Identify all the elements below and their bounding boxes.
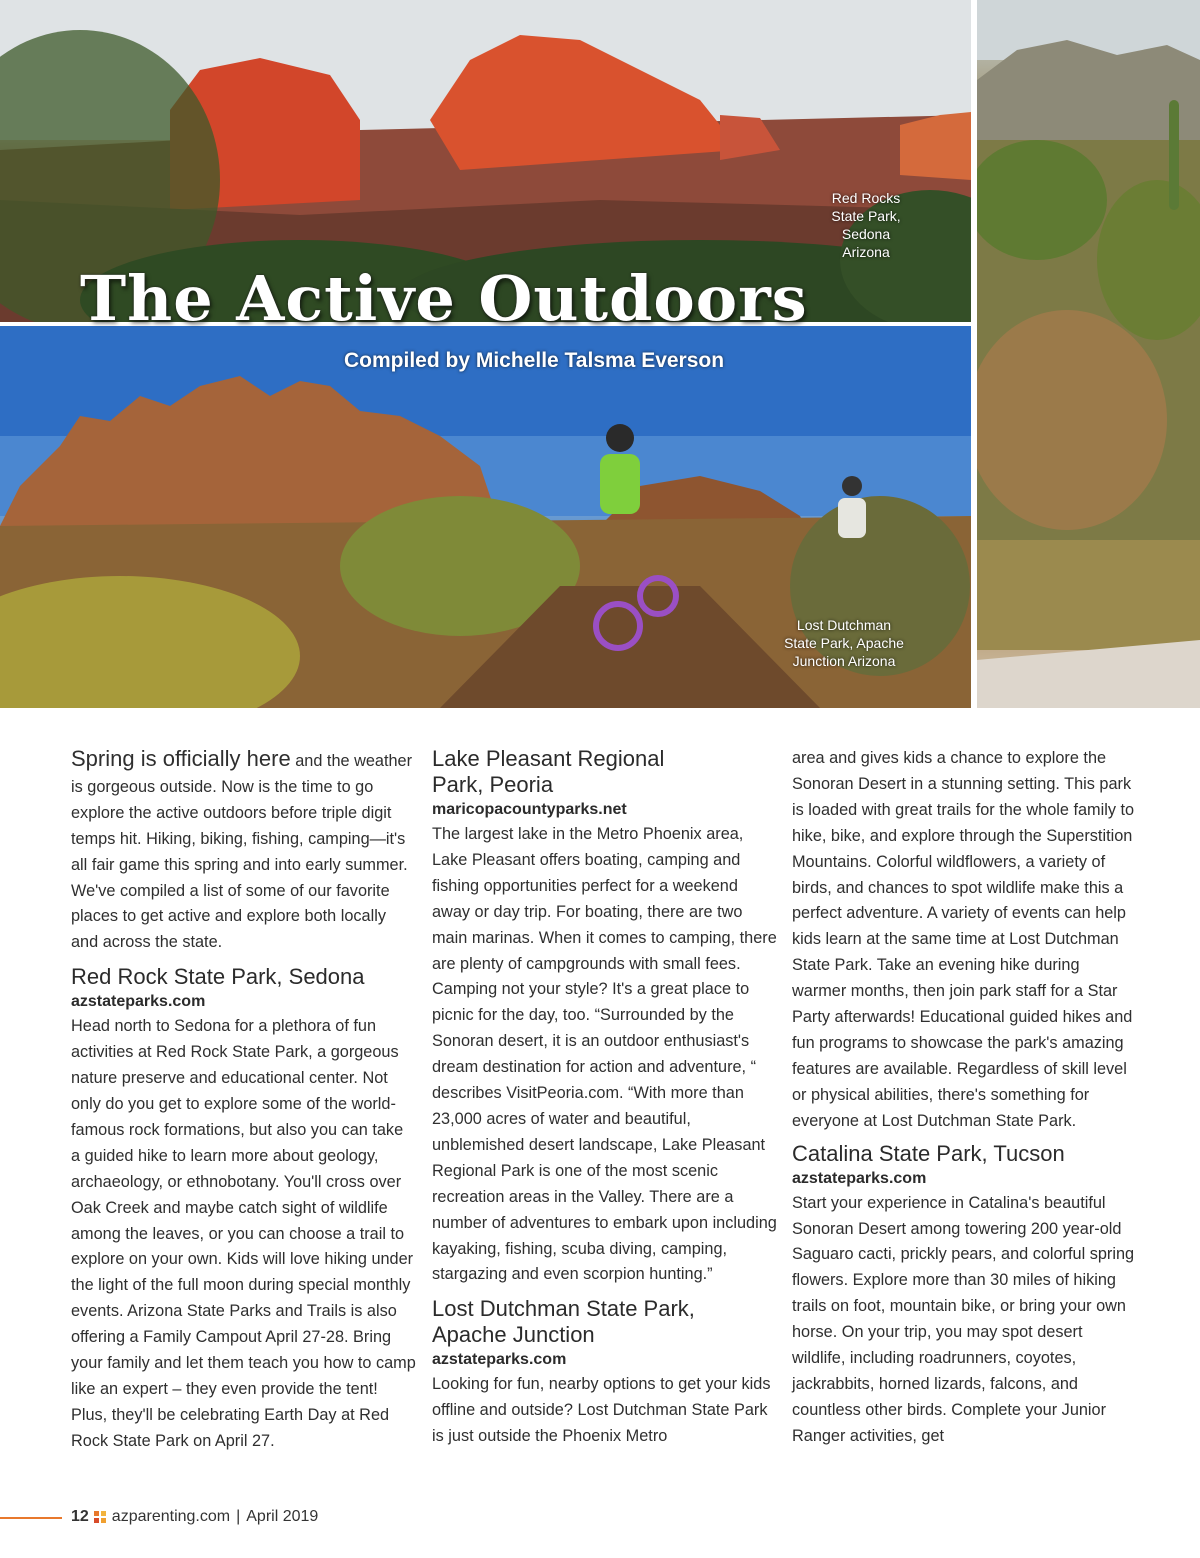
section-body-lost-dutchman-part2: area and gives kids a chance to explore the Sonoran Desert in a stunning setting. This park is loaded with great trails for the whole family to hike, bike, and explore through the Superstition Mountains. Colorful wildflowers, a variety of birds, and chances to spot wildlife make this a perfect adventure. A variety of events can help kids learn at the same time at Lost Dutchman State Park. Take an evening hike during warmer months, then join park staff for a Star Party afterwards! Educational guided hikes and fun programs to showcase the park's amazing features are available. Regardless of skill level or physical abilities, there's something for everyone at Lost Dutchman State Park. (792, 749, 1135, 1130)
footer-issue: April 2019 (246, 1508, 319, 1525)
section-url-catalina: azstateparks.com (792, 1169, 927, 1187)
caption-line: Sedona (841, 226, 891, 242)
section-title-red-rock: Red Rock State Park, Sedona (71, 964, 365, 990)
photo-catalina-illustration (977, 0, 1200, 708)
caption-line: Red Rocks (831, 190, 901, 206)
caption-line: Lost Dutchman (796, 617, 892, 633)
section-title-lost-dutchman (432, 1296, 777, 1348)
section-title-lake-pleasant (432, 746, 777, 798)
logo-dots-icon (94, 1511, 106, 1523)
section-title-line: Park, Peoria (432, 772, 554, 797)
intro-text: and the weather is gorgeous outside. Now is the time to go explore the active outdoors before triple digit temps hit. Hiking, biking, fishing, camping—it's all fair game this spring and into early summer. We've compiled a list of some of our favorite places to get active and explore both locally and across the state. (71, 752, 412, 952)
section-body-lost-dutchman-part1: Looking for fun, nearby options to get your kids offline and outside? Lost Dutchman State Park is just outside the Phoenix Metro (432, 1375, 771, 1446)
footer-separator: | (236, 1508, 241, 1525)
intro-lead: Spring is officially here (71, 746, 291, 771)
section-body-lake-pleasant: The largest lake in the Metro Phoenix area, Lake Pleasant offers boating, camping and fishing opportunities perfect for a weekend away or day trip. For boating, there are two main marinas. When it comes to camping, there are plenty of campgrounds with small fees. Camping not your style? It's a great place to picnic for the day, too. “Surrounded by the Sonoran desert, it is an outdoor enthusiast's dream destination for action and adventure, “ describes VisitPeoria.com. “With more than 23,000 acres of water and beautiful, unblemished desert landscape, Lake Pleasant Regional Park is one of the most scenic recreation areas in the Valley. There are a number of adventures to embark upon including kayaking, fishing, scuba diving, camping, stargazing and even scorpion hunting.” (432, 825, 777, 1284)
caption-line: Junction Arizona (792, 653, 896, 669)
section-title-line: Apache Junction (432, 1322, 595, 1348)
article-column-3 (792, 746, 1137, 1450)
footer-rule (0, 1517, 62, 1519)
page-footer (71, 1508, 318, 1526)
section-url-lost-dutchman: azstateparks.com (432, 1351, 567, 1369)
caption-line: Arizona (842, 244, 890, 260)
section-body-catalina: Start your experience in Catalina's beautiful Sonoran Desert among towering 200 year-old Saguaro cacti, prickly pears, and colorful spring flowers. Explore more than 30 miles of hiking trails on foot, mountain bike, or bring your own horse. On your trip, you may spot desert wildlife, including roadrunners, coyotes, jackrabbits, horned lizards, falcons, and countless other birds. Complete your Junior Ranger activities, get (792, 1193, 1135, 1445)
caption-line: State Park, Apache (784, 635, 904, 651)
logo-dot (101, 1518, 106, 1523)
article-column-1 (71, 746, 416, 1455)
photo-lost-dutchman (0, 326, 971, 708)
caption-line: State Park, (831, 208, 901, 224)
footer-site: azparenting.com (111, 1508, 231, 1525)
intro-paragraph (71, 746, 416, 956)
section-title-catalina: Catalina State Park, Tucson (792, 1140, 1065, 1166)
photo-catalina-desert (977, 0, 1200, 708)
page-title: The Active Outdoors (80, 262, 808, 335)
section-title-line: Lost Dutchman State Park, (432, 1296, 695, 1322)
section-url-lake-pleasant: maricopacountyparks.net (432, 801, 627, 818)
section-body-red-rock: Head north to Sedona for a plethora of fun activities at Red Rock State Park, a gorgeous nature preserve and educational center. Not only do you get to explore some of the world-famous rock formations, but also you can take a guided hike to learn more about geology, archaeology, or ethnobotany. You'll cross over Oak Creek and maybe catch sight of wildlife among the leaves, or you can choose a trail to explore on your own. Kids will love hiking under the light of the full moon during special monthly events. Arizona State Parks and Trails is also offering a Family Campout April 27-28. Bring your family and let them teach you how to camp like an expert – they even provide the tent! Plus, they'll be celebrating Earth Day at Red Rock State Park on April 27. (71, 1017, 416, 1450)
photo-caption-lost-dutchman (774, 616, 914, 670)
logo-dot (101, 1511, 106, 1516)
byline: Compiled by Michelle Talsma Everson (344, 349, 725, 372)
article-column-2 (432, 746, 777, 1450)
section-title-line: Lake Pleasant Regional (432, 746, 665, 771)
section-url-red-rock: azstateparks.com (71, 993, 206, 1011)
logo-dot (94, 1518, 99, 1523)
page-number: 12 (71, 1508, 89, 1525)
logo-dot (94, 1511, 99, 1516)
photo-caption-sedona (816, 189, 916, 261)
